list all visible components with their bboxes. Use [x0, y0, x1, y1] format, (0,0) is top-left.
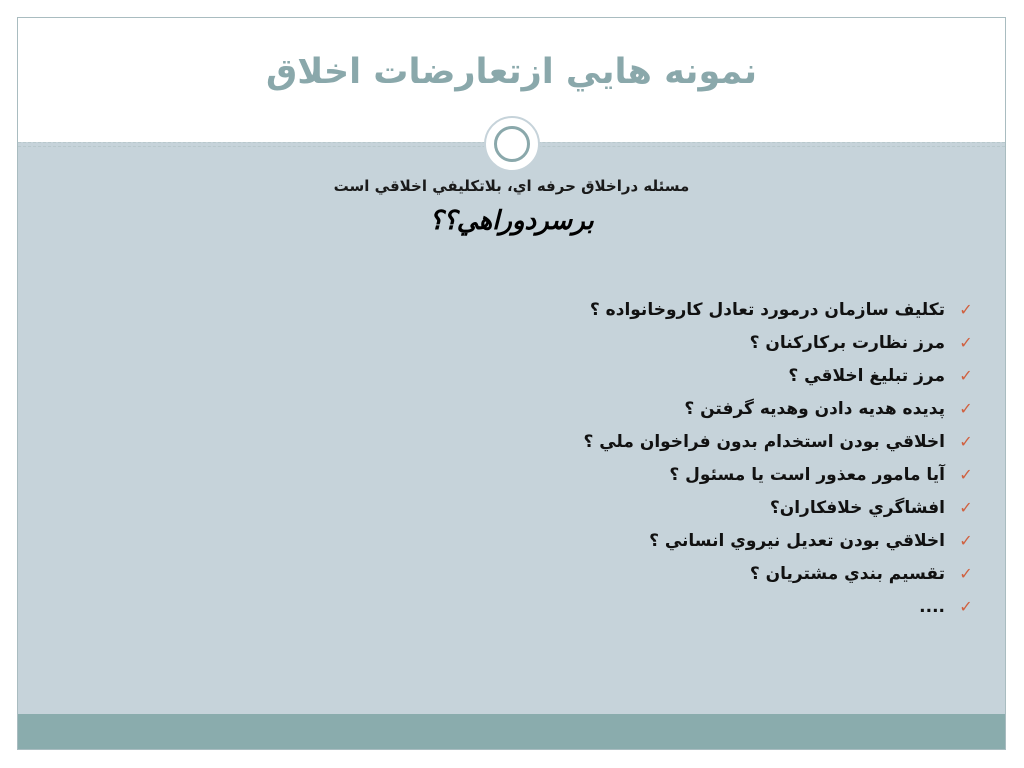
- bullet-text: مرز تبليغ اخلاقي ؟: [788, 365, 945, 386]
- check-icon: ✓: [959, 498, 973, 517]
- bullet-text: ....: [919, 596, 945, 617]
- bullet-item: [277, 590, 977, 623]
- circle-ornament-ring: [494, 126, 530, 162]
- check-icon: ✓: [959, 333, 973, 352]
- bullet-item: [277, 425, 977, 458]
- bullet-item: [277, 359, 977, 392]
- footer-band: [18, 714, 1005, 749]
- bullet-text: افشاگري خلافكاران؟: [769, 497, 945, 518]
- bullet-item: [277, 458, 977, 491]
- check-icon: ✓: [959, 300, 973, 319]
- check-icon: ✓: [959, 432, 973, 451]
- check-icon: ✓: [959, 564, 973, 583]
- slide-question: برسردوراهي؟؟: [429, 206, 594, 236]
- slide-title: نمونه هايي ازتعارضات اخلاق: [266, 52, 757, 92]
- bullet-item: [277, 293, 977, 326]
- circle-ornament: [484, 116, 540, 172]
- bullet-text: آيا مامور معذور است يا مسئول ؟: [669, 464, 945, 485]
- check-icon: ✓: [959, 366, 973, 385]
- bullet-text: پديده هديه دادن وهديه گرفتن ؟: [684, 398, 945, 419]
- bullet-text: تقسيم بندي مشتريان ؟: [749, 563, 945, 584]
- bullet-text: مرز نظارت بركاركنان ؟: [749, 332, 945, 353]
- check-icon: ✓: [959, 399, 973, 418]
- bullet-item: [277, 557, 977, 590]
- slide: [17, 17, 1006, 750]
- check-icon: ✓: [959, 597, 973, 616]
- bullet-text: تكليف سازمان درمورد تعادل كاروخانواده ؟: [589, 299, 945, 320]
- bullet-item: [277, 524, 977, 557]
- bullet-text: اخلاقي بودن استخدام بدون فراخوان ملي ؟: [583, 431, 945, 452]
- bullet-list: [277, 293, 977, 623]
- check-icon: ✓: [959, 531, 973, 550]
- bullet-item: [277, 491, 977, 524]
- bullet-item: [277, 326, 977, 359]
- bullet-text: اخلاقي بودن تعديل نيروي انساني ؟: [649, 530, 945, 551]
- check-icon: ✓: [959, 465, 973, 484]
- bullet-item: [277, 392, 977, 425]
- slide-subtitle: مسئله دراخلاق حرفه اي، بلاتكليفي اخلاقي است: [333, 177, 690, 195]
